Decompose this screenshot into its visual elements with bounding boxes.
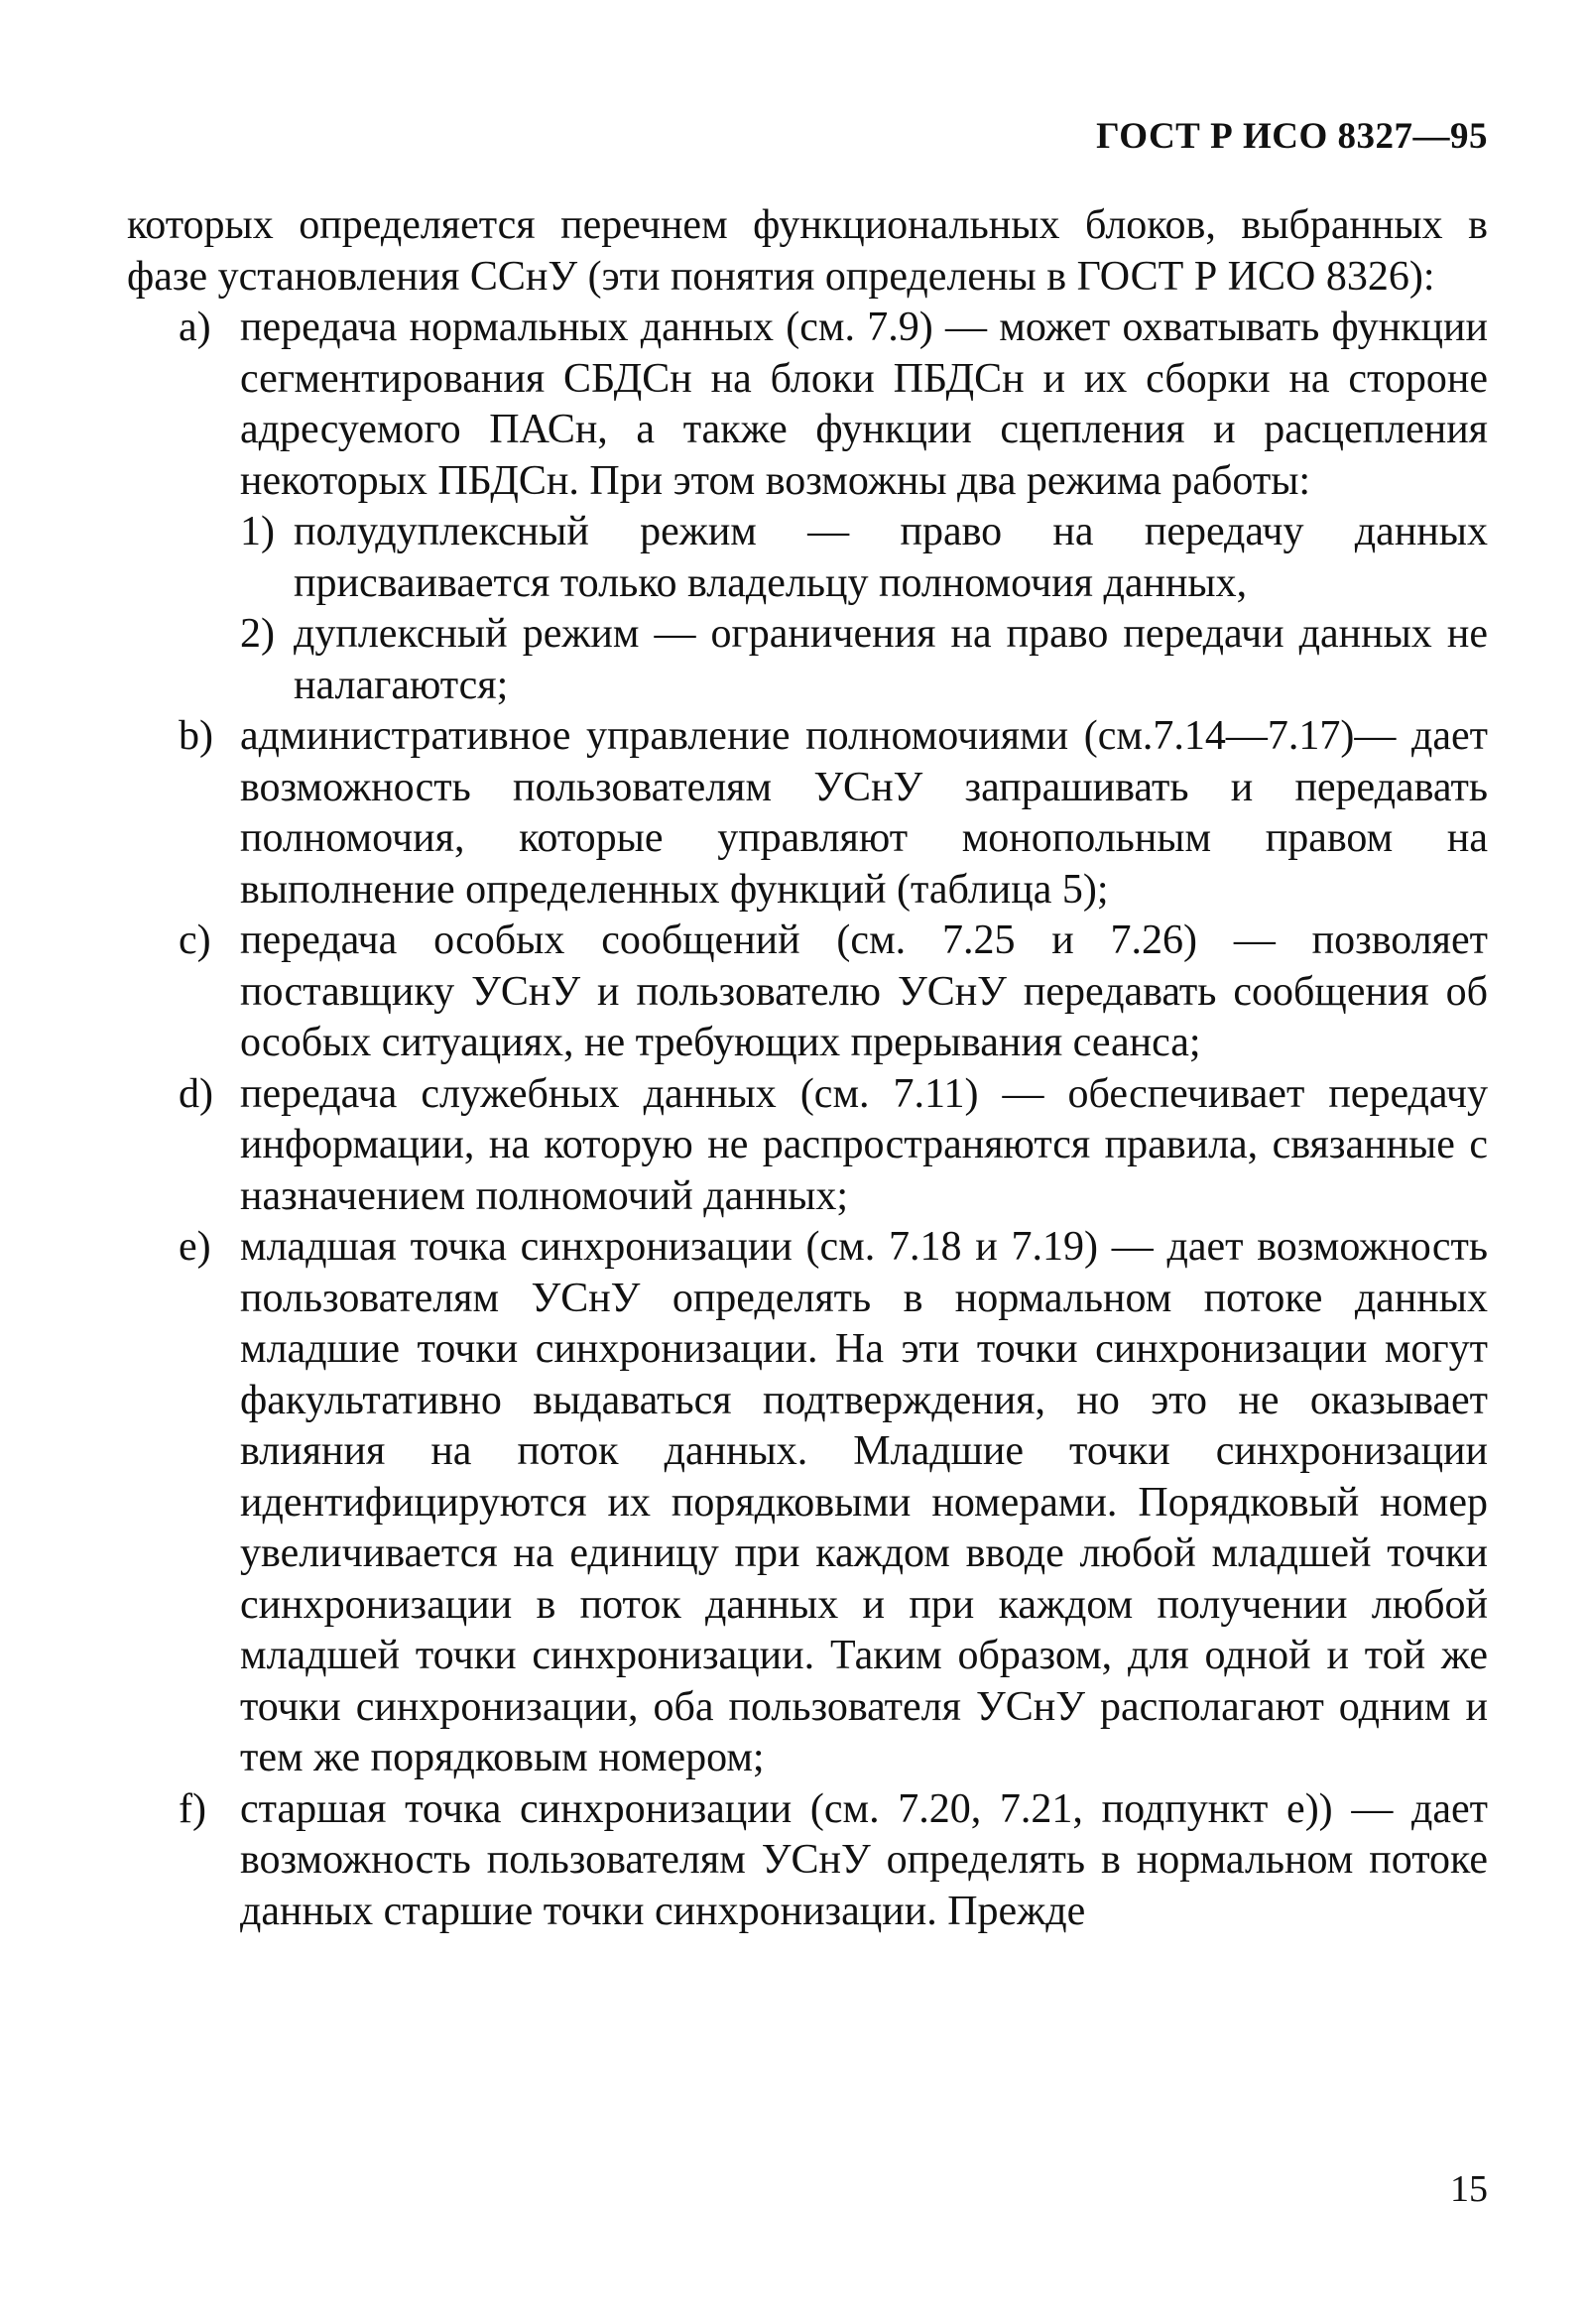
sublist-item-2: [240, 609, 1488, 711]
sublist-item-1: [240, 507, 1488, 609]
list-item-d: [127, 1069, 1488, 1223]
list-marker: e): [179, 1224, 211, 1270]
list-item-text: передача служебных данных (см. 7.11) — обеспечивает передачу информации, на которую не распространяются правила, связанные с назначением полномочий данных;: [240, 1070, 1488, 1219]
list-marker: d): [179, 1070, 213, 1117]
mode-sublist: [240, 507, 1488, 711]
function-list: [127, 303, 1488, 1937]
list-item-text: передача особых сообщений (см. 7.25 и 7.26) — позволяет поставщику УСнУ и пользователю УСнУ передавать сообщения об особых ситуациях, не требующих прерывания сеанса;: [240, 917, 1488, 1065]
list-marker: b): [179, 713, 213, 759]
body-text: [127, 200, 1488, 1937]
list-marker: a): [179, 305, 211, 350]
list-item-text: передача нормальных данных (см. 7.9) — может охватывать функции сегментирования СБДСн на блоки ПБДСн и их сборки на стороне адресуемого ПАСн, а также функции сцепления и расцепления некоторых ПБДСн. При этом возможны два режима работы:: [240, 305, 1488, 504]
list-item-c: [127, 916, 1488, 1069]
sublist-item-text: полудуплексный режим — право на передачу данных присваивается только владельцу полномочия данных,: [294, 509, 1488, 606]
list-item-text: младшая точка синхронизации (см. 7.18 и 7.19) — дает возможность пользователям УСнУ определять в нормальном потоке данных младшие точки синхронизации. На эти точки синхронизации могут факультативно выдаваться подтверждения, но это не оказывает влияния на поток данных. Младшие точки синхронизации идентифицируются их порядковыми номерами. Порядковый номер увеличивается на единицу при каждом вводе любой младшей точки синхронизации в поток данных и при каждом получении любой младшей точки синхронизации. Таким образом, для одной и той же точки синхронизации, оба пользователя УСнУ располагают одним и тем же порядковым номером;: [240, 1224, 1488, 1780]
list-item-a: [127, 303, 1488, 711]
list-item-text: старшая точка синхронизации (см. 7.20, 7.21, подпункт е)) — дает возможность пользователям УСнУ определять в нормальном потоке данных старшие точки синхронизации. Прежде: [240, 1785, 1488, 1934]
list-marker: f): [179, 1785, 206, 1832]
sublist-marker: 1): [240, 509, 275, 554]
intro-paragraph: которых определяется перечнем функциональных блоков, выбранных в фазе установления ССнУ (эти понятия определены в ГОСТ Р ИСО 8326):: [127, 202, 1488, 300]
list-item-text: административное управление полномочиями (см.7.14—7.17)— дает возможность пользователям УСнУ запрашивать и передавать полномочия, которые управляют монопольным правом на выполнение определенных функций (таблица 5);: [240, 713, 1488, 913]
page-number: 15: [1450, 2168, 1488, 2210]
list-item-e: [127, 1222, 1488, 1784]
document-header: ГОСТ Р ИСО 8327—95: [1096, 116, 1488, 157]
sublist-marker: 2): [240, 611, 275, 657]
sublist-item-text: дуплексный режим — ограничения на право передачи данных не налагаются;: [294, 611, 1488, 708]
list-item-f: [127, 1784, 1488, 1938]
list-item-b: [127, 711, 1488, 916]
list-marker: c): [179, 917, 211, 963]
